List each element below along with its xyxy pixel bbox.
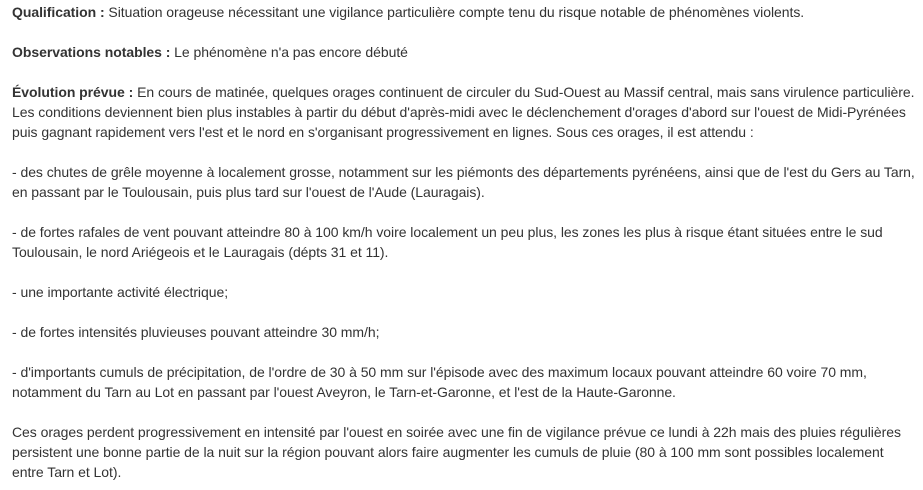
evolution-paragraph (12, 82, 917, 142)
observations-paragraph (12, 42, 917, 62)
observations-text: Le phénomène n'a pas encore débuté (170, 44, 408, 60)
wind-gust-item: - de fortes rafales de vent pouvant atteindre 80 à 100 km/h voire localement un peu plus, les zones les plus à risque étant situées entre le sud Toulousain, le nord Ariégeois et le Lauragais (dépts 31 et 11). (12, 224, 883, 260)
qualification-label: Qualification : (12, 4, 105, 20)
hail-item: - des chutes de grêle moyenne à localement grosse, notamment sur les piémonts des départements pyrénéens, ainsi que de l'est du Gers au Tarn, en passant par le Toulousain, puis plus tard sur l'ouest de l'Aude (Lauragais). (12, 164, 915, 200)
conclusion-paragraph: Ces orages perdent progressivement en intensité par l'ouest en soirée avec une fin de vigilance prévue ce lundi à 22h mais des pluies régulières persistent une bonne partie de la nuit sur la région pouvant alors faire augmenter les cumuls de pluie (80 à 100 mm sont possibles localement entre Tarn et Lot). (12, 424, 901, 480)
qualification-paragraph (12, 2, 917, 22)
precipitation-totals-item: - d'importants cumuls de précipitation, de l'ordre de 30 à 50 mm sur l'épisode avec des maximum locaux pouvant atteindre 60 voire 70 mm, notamment du Tarn au Lot en passant par l'ouest Aveyron, le Tarn-et-Garonne, et l'est de la Haute-Garonne. (12, 364, 867, 400)
evolution-label: Évolution prévue : (12, 84, 134, 100)
observations-label: Observations notables : (12, 44, 171, 60)
qualification-text: Situation orageuse nécessitant une vigilance particulière compte tenu du risque notable de phénomènes violents. (104, 4, 805, 20)
evolution-text: En cours de matinée, quelques orages continuent de circuler du Sud-Ouest au Massif central, mais sans virulence particulière. Les conditions deviennent bien plus instables à partir du début d'après-midi avec le déclenchement d'orages d'abord sur l'ouest de Midi-Pyrénées puis gagnant rapidement vers l'est et le nord en s'organisant progressivement en lignes. Sous ces orages, il est attendu : (12, 84, 915, 140)
weather-bulletin (12, 2, 917, 482)
electrical-activity-item: - une importante activité électrique; (12, 284, 229, 300)
rain-intensity-item: - de fortes intensités pluvieuses pouvant atteindre 30 mm/h; (12, 324, 380, 340)
